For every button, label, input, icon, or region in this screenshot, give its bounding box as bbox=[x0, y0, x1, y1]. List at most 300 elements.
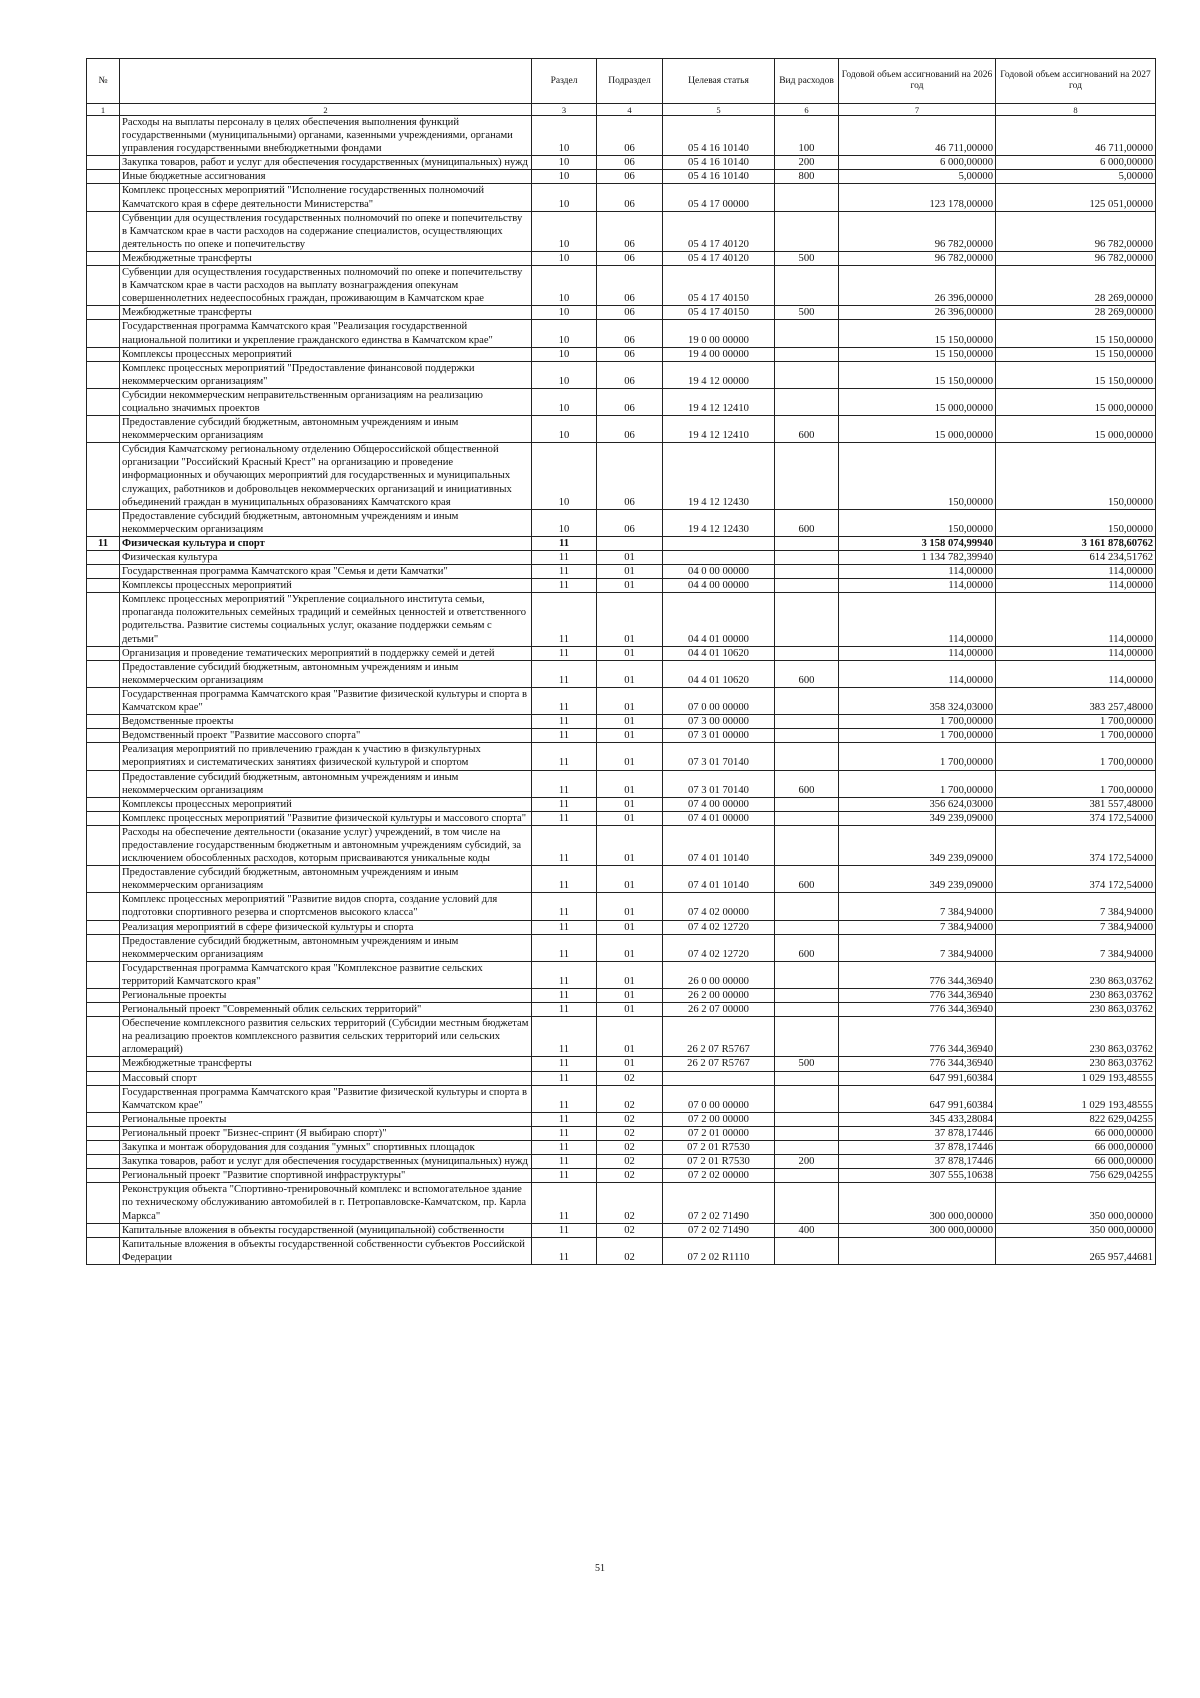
row-number bbox=[87, 660, 120, 687]
subsection-code: 06 bbox=[597, 347, 663, 361]
item-name: Предоставление субсидий бюджетным, автономным учреждениям и иным некоммерческим организациям bbox=[120, 770, 532, 797]
table-row bbox=[87, 156, 1156, 170]
amount-2026: 7 384,94000 bbox=[839, 934, 996, 961]
amount-2026: 300 000,00000 bbox=[839, 1223, 996, 1237]
target-article-code: 19 0 00 00000 bbox=[663, 320, 775, 347]
amount-2026: 15 150,00000 bbox=[839, 347, 996, 361]
amount-2027: 1 700,00000 bbox=[996, 715, 1156, 729]
amount-2027: 96 782,00000 bbox=[996, 251, 1156, 265]
expense-type-code: 600 bbox=[775, 934, 839, 961]
item-name: Капитальные вложения в объекты государственной (муниципальной) собственности bbox=[120, 1223, 532, 1237]
amount-2027: 15 150,00000 bbox=[996, 361, 1156, 388]
expense-type-code bbox=[775, 893, 839, 920]
section-code: 10 bbox=[532, 416, 597, 443]
target-article-code: 07 2 01 R7530 bbox=[663, 1155, 775, 1169]
item-name: Комплексы процессных мероприятий bbox=[120, 579, 532, 593]
table-row bbox=[87, 743, 1156, 770]
row-number bbox=[87, 893, 120, 920]
section-code: 11 bbox=[532, 536, 597, 550]
expense-type-code bbox=[775, 729, 839, 743]
expense-type-code: 800 bbox=[775, 170, 839, 184]
item-name: Региональные проекты bbox=[120, 1112, 532, 1126]
item-name: Государственная программа Камчатского края "Развитие физической культуры и спорта в Камчатском крае" bbox=[120, 1085, 532, 1112]
row-number bbox=[87, 920, 120, 934]
target-article-code: 07 2 01 00000 bbox=[663, 1126, 775, 1140]
row-number bbox=[87, 388, 120, 415]
amount-2027: 230 863,03762 bbox=[996, 1003, 1156, 1017]
subsection-code: 01 bbox=[597, 565, 663, 579]
row-number bbox=[87, 729, 120, 743]
expense-type-code bbox=[775, 1003, 839, 1017]
item-name: Организация и проведение тематических мероприятий в поддержку семей и детей bbox=[120, 646, 532, 660]
table-row bbox=[87, 920, 1156, 934]
amount-2026: 114,00000 bbox=[839, 579, 996, 593]
expense-type-code bbox=[775, 388, 839, 415]
amount-2026: 776 344,36940 bbox=[839, 1057, 996, 1071]
section-code: 11 bbox=[532, 551, 597, 565]
section-code: 11 bbox=[532, 961, 597, 988]
target-article-code: 07 3 01 70140 bbox=[663, 770, 775, 797]
amount-2027: 114,00000 bbox=[996, 646, 1156, 660]
expense-type-code bbox=[775, 1169, 839, 1183]
target-article-code: 07 3 01 00000 bbox=[663, 729, 775, 743]
target-article-code: 04 4 01 10620 bbox=[663, 646, 775, 660]
amount-2026: 1 700,00000 bbox=[839, 729, 996, 743]
row-number bbox=[87, 687, 120, 714]
expense-type-code bbox=[775, 579, 839, 593]
amount-2027: 15 150,00000 bbox=[996, 320, 1156, 347]
target-article-code: 07 2 01 R7530 bbox=[663, 1141, 775, 1155]
target-article-code: 04 4 00 00000 bbox=[663, 579, 775, 593]
table-row bbox=[87, 729, 1156, 743]
item-name: Капитальные вложения в объекты государственной собственности субъектов Российской Федерации bbox=[120, 1237, 532, 1264]
table-row bbox=[87, 306, 1156, 320]
subsection-code: 02 bbox=[597, 1112, 663, 1126]
subsection-code: 06 bbox=[597, 416, 663, 443]
section-code: 11 bbox=[532, 715, 597, 729]
amount-2027: 1 700,00000 bbox=[996, 729, 1156, 743]
row-number bbox=[87, 116, 120, 156]
expense-type-code bbox=[775, 320, 839, 347]
row-number bbox=[87, 266, 120, 306]
section-code: 11 bbox=[532, 1071, 597, 1085]
subsection-code: 01 bbox=[597, 715, 663, 729]
target-article-code: 19 4 12 12410 bbox=[663, 416, 775, 443]
item-name: Закупка товаров, работ и услуг для обеспечения государственных (муниципальных) нужд bbox=[120, 1155, 532, 1169]
table-row bbox=[87, 443, 1156, 509]
row-number bbox=[87, 866, 120, 893]
expense-type-code bbox=[775, 920, 839, 934]
amount-2027: 46 711,00000 bbox=[996, 116, 1156, 156]
column-number: 6 bbox=[775, 104, 839, 116]
target-article-code: 07 2 00 00000 bbox=[663, 1112, 775, 1126]
header-name bbox=[120, 59, 532, 104]
item-name: Предоставление субсидий бюджетным, автономным учреждениям и иным некоммерческим организациям bbox=[120, 934, 532, 961]
item-name: Комплексы процессных мероприятий bbox=[120, 797, 532, 811]
expense-type-code bbox=[775, 593, 839, 646]
table-row bbox=[87, 961, 1156, 988]
row-number bbox=[87, 1017, 120, 1057]
table-row bbox=[87, 1141, 1156, 1155]
row-number bbox=[87, 743, 120, 770]
row-number bbox=[87, 1071, 120, 1085]
section-code: 10 bbox=[532, 306, 597, 320]
row-number bbox=[87, 811, 120, 825]
item-name: Комплекс процессных мероприятий "Предоставление финансовой поддержки некоммерческим организациям" bbox=[120, 361, 532, 388]
target-article-code: 04 4 01 10620 bbox=[663, 660, 775, 687]
row-number bbox=[87, 347, 120, 361]
subsection-code: 01 bbox=[597, 920, 663, 934]
expense-type-code bbox=[775, 565, 839, 579]
item-name: Комплекс процессных мероприятий "Исполнение государственных полномочий Камчатского края в сфере деятельности Министерства" bbox=[120, 184, 532, 211]
subsection-code: 06 bbox=[597, 361, 663, 388]
table-row bbox=[87, 347, 1156, 361]
amount-2026: 150,00000 bbox=[839, 443, 996, 509]
expense-type-code: 600 bbox=[775, 660, 839, 687]
table-row bbox=[87, 811, 1156, 825]
table-row bbox=[87, 251, 1156, 265]
subsection-code: 01 bbox=[597, 646, 663, 660]
expense-type-code bbox=[775, 347, 839, 361]
amount-2026: 358 324,03000 bbox=[839, 687, 996, 714]
subsection-code bbox=[597, 536, 663, 550]
table-row bbox=[87, 770, 1156, 797]
row-number bbox=[87, 1126, 120, 1140]
section-code: 11 bbox=[532, 989, 597, 1003]
target-article-code: 07 2 02 R1110 bbox=[663, 1237, 775, 1264]
target-article-code: 07 4 01 10140 bbox=[663, 866, 775, 893]
amount-2027: 265 957,44681 bbox=[996, 1237, 1156, 1264]
row-number bbox=[87, 593, 120, 646]
table-row bbox=[87, 660, 1156, 687]
section-code: 10 bbox=[532, 170, 597, 184]
amount-2026: 7 384,94000 bbox=[839, 893, 996, 920]
expense-type-code bbox=[775, 551, 839, 565]
table-row bbox=[87, 361, 1156, 388]
row-number bbox=[87, 1003, 120, 1017]
table-row bbox=[87, 1085, 1156, 1112]
column-number: 5 bbox=[663, 104, 775, 116]
subsection-code: 02 bbox=[597, 1223, 663, 1237]
section-code: 11 bbox=[532, 934, 597, 961]
expense-type-code bbox=[775, 1237, 839, 1264]
table-row bbox=[87, 536, 1156, 550]
expense-type-code: 200 bbox=[775, 156, 839, 170]
amount-2026: 37 878,17446 bbox=[839, 1126, 996, 1140]
table-row bbox=[87, 989, 1156, 1003]
section-code: 11 bbox=[532, 811, 597, 825]
item-name: Комплекс процессных мероприятий "Развитие физической культуры и массового спорта" bbox=[120, 811, 532, 825]
header-amount-2026: Годовой объем ассигнований на 2026 год bbox=[839, 59, 996, 104]
target-article-code bbox=[663, 536, 775, 550]
section-code: 11 bbox=[532, 1017, 597, 1057]
amount-2027: 374 172,54000 bbox=[996, 866, 1156, 893]
amount-2027: 374 172,54000 bbox=[996, 811, 1156, 825]
amount-2027: 28 269,00000 bbox=[996, 306, 1156, 320]
budget-table bbox=[86, 58, 1156, 1265]
expense-type-code: 200 bbox=[775, 1155, 839, 1169]
target-article-code: 07 3 00 00000 bbox=[663, 715, 775, 729]
expense-type-code: 400 bbox=[775, 1223, 839, 1237]
section-code: 10 bbox=[532, 184, 597, 211]
subsection-code: 01 bbox=[597, 811, 663, 825]
expense-type-code: 500 bbox=[775, 306, 839, 320]
target-article-code: 19 4 12 12410 bbox=[663, 388, 775, 415]
table-row bbox=[87, 593, 1156, 646]
section-code: 10 bbox=[532, 388, 597, 415]
item-name: Физическая культура bbox=[120, 551, 532, 565]
row-number bbox=[87, 251, 120, 265]
amount-2027: 614 234,51762 bbox=[996, 551, 1156, 565]
amount-2026: 114,00000 bbox=[839, 646, 996, 660]
item-name: Расходы на выплаты персоналу в целях обеспечения выполнения функций государственными (муниципальными) органами, казенными учреждениями, органами управления государственными внебюджетными фондами bbox=[120, 116, 532, 156]
amount-2026: 114,00000 bbox=[839, 565, 996, 579]
amount-2026: 3 158 074,99940 bbox=[839, 536, 996, 550]
expense-type-code bbox=[775, 1141, 839, 1155]
subsection-code: 01 bbox=[597, 934, 663, 961]
amount-2026: 776 344,36940 bbox=[839, 989, 996, 1003]
expense-type-code bbox=[775, 811, 839, 825]
subsection-code: 01 bbox=[597, 579, 663, 593]
section-code: 11 bbox=[532, 1126, 597, 1140]
row-number bbox=[87, 320, 120, 347]
section-code: 11 bbox=[532, 770, 597, 797]
section-code: 11 bbox=[532, 579, 597, 593]
expense-type-code bbox=[775, 825, 839, 865]
amount-2027: 1 029 193,48555 bbox=[996, 1085, 1156, 1112]
target-article-code: 04 4 01 00000 bbox=[663, 593, 775, 646]
amount-2026: 26 396,00000 bbox=[839, 266, 996, 306]
section-code: 11 bbox=[532, 743, 597, 770]
expense-type-code bbox=[775, 1071, 839, 1085]
amount-2027: 114,00000 bbox=[996, 660, 1156, 687]
amount-2026: 647 991,60384 bbox=[839, 1071, 996, 1085]
subsection-code: 06 bbox=[597, 156, 663, 170]
row-number bbox=[87, 551, 120, 565]
subsection-code: 01 bbox=[597, 593, 663, 646]
amount-2027: 350 000,00000 bbox=[996, 1183, 1156, 1223]
subsection-code: 01 bbox=[597, 660, 663, 687]
item-name: Закупка товаров, работ и услуг для обеспечения государственных (муниципальных) нужд bbox=[120, 156, 532, 170]
subsection-code: 01 bbox=[597, 770, 663, 797]
table-row bbox=[87, 1112, 1156, 1126]
target-article-code: 07 2 02 71490 bbox=[663, 1183, 775, 1223]
row-number bbox=[87, 1057, 120, 1071]
row-number bbox=[87, 646, 120, 660]
amount-2026: 1 700,00000 bbox=[839, 743, 996, 770]
section-code: 11 bbox=[532, 1141, 597, 1155]
target-article-code: 05 4 17 40150 bbox=[663, 306, 775, 320]
row-number bbox=[87, 170, 120, 184]
amount-2026: 15 150,00000 bbox=[839, 361, 996, 388]
target-article-code: 07 4 02 00000 bbox=[663, 893, 775, 920]
item-name: Государственная программа Камчатского края "Развитие физической культуры и спорта в Камчатском крае" bbox=[120, 687, 532, 714]
subsection-code: 06 bbox=[597, 251, 663, 265]
table-row bbox=[87, 1126, 1156, 1140]
row-number bbox=[87, 211, 120, 251]
amount-2026: 123 178,00000 bbox=[839, 184, 996, 211]
table-row bbox=[87, 825, 1156, 865]
amount-2026: 15 150,00000 bbox=[839, 320, 996, 347]
target-article-code: 26 2 07 R5767 bbox=[663, 1057, 775, 1071]
table-row bbox=[87, 116, 1156, 156]
item-name: Региональный проект "Развитие спортивной инфраструктуры" bbox=[120, 1169, 532, 1183]
table-row bbox=[87, 579, 1156, 593]
table-row bbox=[87, 1017, 1156, 1057]
row-number bbox=[87, 156, 120, 170]
item-name: Иные бюджетные ассигнования bbox=[120, 170, 532, 184]
item-name: Субсидии некоммерческим неправительственным организациям на реализацию социально значимых проектов bbox=[120, 388, 532, 415]
row-number bbox=[87, 715, 120, 729]
table-body bbox=[87, 116, 1156, 1265]
column-number: 8 bbox=[996, 104, 1156, 116]
amount-2026: 6 000,00000 bbox=[839, 156, 996, 170]
amount-2026: 96 782,00000 bbox=[839, 211, 996, 251]
row-number bbox=[87, 1183, 120, 1223]
amount-2026: 5,00000 bbox=[839, 170, 996, 184]
amount-2027: 125 051,00000 bbox=[996, 184, 1156, 211]
item-name: Комплекс процессных мероприятий "Укрепление социального института семьи, пропаганда положительных семейных традиций и семейных ценностей и ответственного родительства. Развитие системы социальных услуг, оказание поддержки семьям с детьми" bbox=[120, 593, 532, 646]
table-row bbox=[87, 687, 1156, 714]
row-number bbox=[87, 1141, 120, 1155]
item-name: Субвенции для осуществления государственных полномочий по опеке и попечительству в Камчатском крае в части расходов на содержание специалистов, осуществляющих деятельность по опеке и попечительству bbox=[120, 211, 532, 251]
subsection-code: 02 bbox=[597, 1183, 663, 1223]
section-code: 11 bbox=[532, 660, 597, 687]
row-number bbox=[87, 361, 120, 388]
expense-type-code: 500 bbox=[775, 251, 839, 265]
column-number: 2 bbox=[120, 104, 532, 116]
row-number bbox=[87, 1169, 120, 1183]
row-number bbox=[87, 306, 120, 320]
item-name: Ведомственный проект "Развитие массового спорта" bbox=[120, 729, 532, 743]
amount-2026: 356 624,03000 bbox=[839, 797, 996, 811]
header-section: Раздел bbox=[532, 59, 597, 104]
amount-2027: 756 629,04255 bbox=[996, 1169, 1156, 1183]
section-code: 11 bbox=[532, 1169, 597, 1183]
table-row bbox=[87, 565, 1156, 579]
item-name: Государственная программа Камчатского края "Реализация государственной национальной политики и укрепление гражданского единства в Камчатском крае" bbox=[120, 320, 532, 347]
subsection-code: 06 bbox=[597, 184, 663, 211]
item-name: Ведомственные проекты bbox=[120, 715, 532, 729]
table-row bbox=[87, 1169, 1156, 1183]
subsection-code: 01 bbox=[597, 797, 663, 811]
section-code: 11 bbox=[532, 866, 597, 893]
table-row bbox=[87, 1071, 1156, 1085]
row-number bbox=[87, 1237, 120, 1264]
amount-2027: 1 029 193,48555 bbox=[996, 1071, 1156, 1085]
row-number bbox=[87, 1112, 120, 1126]
table-row bbox=[87, 1057, 1156, 1071]
amount-2027: 7 384,94000 bbox=[996, 920, 1156, 934]
section-code: 11 bbox=[532, 797, 597, 811]
amount-2026: 46 711,00000 bbox=[839, 116, 996, 156]
table-row bbox=[87, 893, 1156, 920]
target-article-code: 07 4 01 10140 bbox=[663, 825, 775, 865]
target-article-code: 05 4 17 40120 bbox=[663, 251, 775, 265]
target-article-code: 19 4 12 00000 bbox=[663, 361, 775, 388]
subsection-code: 02 bbox=[597, 1071, 663, 1085]
item-name: Региональные проекты bbox=[120, 989, 532, 1003]
table-row bbox=[87, 1155, 1156, 1169]
subsection-code: 01 bbox=[597, 729, 663, 743]
header-num: № bbox=[87, 59, 120, 104]
amount-2027: 230 863,03762 bbox=[996, 1057, 1156, 1071]
subsection-code: 01 bbox=[597, 551, 663, 565]
expense-type-code: 100 bbox=[775, 116, 839, 156]
amount-2026: 15 000,00000 bbox=[839, 388, 996, 415]
subsection-code: 06 bbox=[597, 509, 663, 536]
expense-type-code bbox=[775, 989, 839, 1003]
subsection-code: 06 bbox=[597, 170, 663, 184]
target-article-code: 07 0 00 00000 bbox=[663, 687, 775, 714]
target-article-code: 26 0 00 00000 bbox=[663, 961, 775, 988]
item-name: Комплексы процессных мероприятий bbox=[120, 347, 532, 361]
amount-2026: 114,00000 bbox=[839, 593, 996, 646]
item-name: Массовый спорт bbox=[120, 1071, 532, 1085]
item-name: Реконструкция объекта "Спортивно-тренировочный комплекс и вспомогательное здание по техническому обслуживанию автомобилей в г. Петропавловске-Камчатском, пр. Карла Маркса" bbox=[120, 1183, 532, 1223]
section-code: 11 bbox=[532, 1112, 597, 1126]
subsection-code: 01 bbox=[597, 989, 663, 1003]
amount-2027: 114,00000 bbox=[996, 593, 1156, 646]
amount-2026: 1 700,00000 bbox=[839, 715, 996, 729]
section-code: 11 bbox=[532, 893, 597, 920]
row-number bbox=[87, 443, 120, 509]
subsection-code: 01 bbox=[597, 961, 663, 988]
expense-type-code: 600 bbox=[775, 770, 839, 797]
row-number bbox=[87, 825, 120, 865]
subsection-code: 06 bbox=[597, 443, 663, 509]
section-code: 11 bbox=[532, 825, 597, 865]
table-header bbox=[87, 59, 1156, 116]
amount-2027: 15 000,00000 bbox=[996, 388, 1156, 415]
amount-2027: 230 863,03762 bbox=[996, 989, 1156, 1003]
amount-2026: 37 878,17446 bbox=[839, 1155, 996, 1169]
row-number bbox=[87, 961, 120, 988]
section-code: 11 bbox=[532, 1223, 597, 1237]
target-article-code: 05 4 17 40120 bbox=[663, 211, 775, 251]
item-name: Региональный проект "Современный облик сельских территорий" bbox=[120, 1003, 532, 1017]
section-code: 11 bbox=[532, 1003, 597, 1017]
section-code: 11 bbox=[532, 729, 597, 743]
header-target-article: Целевая статья bbox=[663, 59, 775, 104]
section-code: 11 bbox=[532, 1155, 597, 1169]
amount-2026: 96 782,00000 bbox=[839, 251, 996, 265]
row-number bbox=[87, 1223, 120, 1237]
table-row bbox=[87, 646, 1156, 660]
expense-type-code: 600 bbox=[775, 416, 839, 443]
amount-2026: 300 000,00000 bbox=[839, 1183, 996, 1223]
item-name: Предоставление субсидий бюджетным, автономным учреждениям и иным некоммерческим организациям bbox=[120, 416, 532, 443]
item-name: Межбюджетные трансферты bbox=[120, 251, 532, 265]
subsection-code: 01 bbox=[597, 1057, 663, 1071]
item-name: Реализация мероприятий в сфере физической культуры и спорта bbox=[120, 920, 532, 934]
expense-type-code bbox=[775, 1017, 839, 1057]
item-name: Государственная программа Камчатского края "Семья и дети Камчатки" bbox=[120, 565, 532, 579]
item-name: Субвенции для осуществления государственных полномочий по опеке и попечительству в Камчатском крае в части расходов на выплату вознаграждения опекунам совершеннолетних недееспособных граждан, проживающим в Камчатском крае bbox=[120, 266, 532, 306]
item-name: Закупка и монтаж оборудования для создания "умных" спортивных площадок bbox=[120, 1141, 532, 1155]
item-name: Реализация мероприятий по привлечению граждан к участию в физкультурных мероприятиях и систематических занятиях физической культурой и спортом bbox=[120, 743, 532, 770]
header-amount-2027: Годовой объем ассигнований на 2027 год bbox=[996, 59, 1156, 104]
section-code: 10 bbox=[532, 320, 597, 347]
amount-2026: 150,00000 bbox=[839, 509, 996, 536]
target-article-code: 05 4 17 00000 bbox=[663, 184, 775, 211]
subsection-code: 01 bbox=[597, 1017, 663, 1057]
subsection-code: 02 bbox=[597, 1141, 663, 1155]
column-number: 7 bbox=[839, 104, 996, 116]
amount-2026: 37 878,17446 bbox=[839, 1141, 996, 1155]
amount-2026: 349 239,09000 bbox=[839, 866, 996, 893]
subsection-code: 06 bbox=[597, 116, 663, 156]
